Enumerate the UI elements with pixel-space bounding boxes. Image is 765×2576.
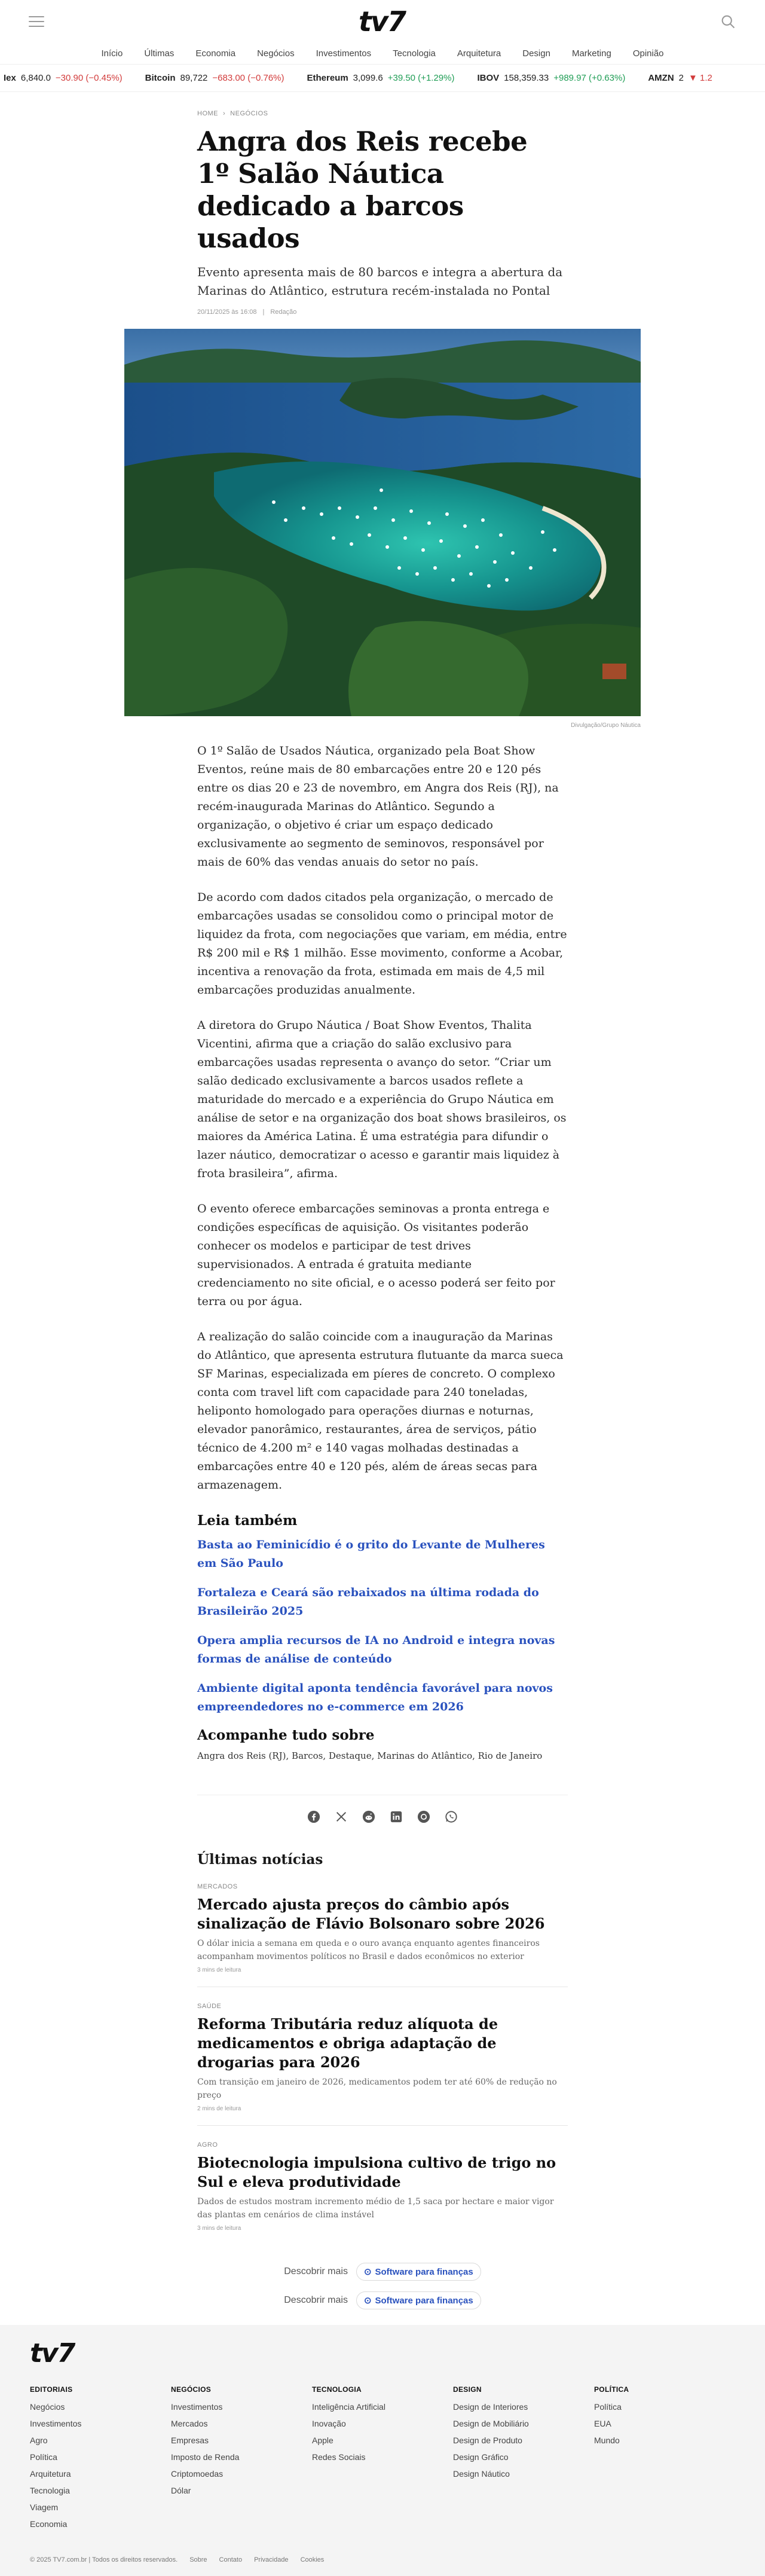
news-title[interactable]: Reforma Tributária reduz alíquota de medicamentos e obriga adaptação de drogarias para 2026 [197, 2015, 498, 2071]
footer-bottom-link[interactable]: Sobre [189, 2556, 207, 2563]
ticker-name: Bitcoin [145, 73, 176, 83]
footer-link[interactable]: Agro [30, 2436, 48, 2445]
footer-link[interactable]: Imposto de Renda [171, 2452, 240, 2462]
article-body [197, 742, 568, 1495]
ticker-change: −683.00 (−0.76%) [212, 73, 284, 83]
footer-column-politica [594, 2385, 735, 2532]
nav-item-design[interactable]: Design [522, 48, 550, 59]
footer-link[interactable]: Design de Mobiliário [453, 2419, 529, 2428]
ticker-item[interactable] [145, 73, 284, 83]
ticker-value: 3,099.6 [353, 73, 383, 83]
copyright: © 2025 TV7.com.br | Todos os direitos reservados. [30, 2556, 178, 2563]
article-date: 20/11/2025 às 16:08 [197, 308, 257, 316]
footer-link[interactable]: Dólar [171, 2486, 191, 2495]
footer-link[interactable]: Inovação [312, 2419, 346, 2428]
ticker-change: +39.50 (+1.29%) [387, 73, 455, 83]
search-small-icon: ⊙ [363, 2267, 372, 2277]
article-paragraph: De acordo com dados citados pela organização, o mercado de embarcações usadas se consolidou como o principal motor de liquidez da frota, com negociações que variam, em média, entre R$ 200 mil e R$ 1 milhão. Esse movimento, conforme a Acobar, incentiva a renovação da frota, estimada em mais de 4,5 mil embarcações produzidas anualmente. [197, 891, 567, 997]
news-card[interactable] [197, 1987, 568, 2126]
breadcrumb-home[interactable]: HOME [197, 110, 218, 117]
footer-column-negocios [171, 2385, 312, 2532]
tags-heading: Acompanhe tudo sobre [197, 1727, 375, 1743]
ticker-name: IBOV [477, 73, 500, 83]
breadcrumb [197, 110, 568, 117]
search-icon[interactable] [720, 13, 736, 30]
footer-link[interactable]: Design de Produto [453, 2436, 522, 2445]
ticker-item[interactable] [307, 73, 454, 83]
footer-columns [30, 2385, 735, 2532]
share-bar [197, 1795, 568, 1825]
discover-label: Descobrir mais [284, 2295, 348, 2305]
footer-column-tecnologia [312, 2385, 453, 2532]
article-paragraph: O evento oferece embarcações seminovas a pronta entrega e condições específicas de aquisição. Os visitantes poderão conhecer os modelos e participar de test drives supervisionados. A entrada é gratuita mediante credenciamento no site oficial, e o acesso poderá ser feito por terra ou por água. [197, 1202, 555, 1308]
top-bar [0, 0, 765, 43]
footer-link[interactable]: Design Gráfico [453, 2452, 509, 2462]
news-title[interactable]: Mercado ajusta preços do câmbio após sinalização de Flávio Bolsonaro sobre 2026 [197, 1896, 545, 1932]
footer-link[interactable]: Investimentos [30, 2419, 82, 2428]
ticker-change: ▼ 1.2 [688, 73, 712, 83]
footer-bottom [30, 2556, 735, 2563]
footer-link[interactable]: Arquitetura [30, 2469, 71, 2479]
main-nav [0, 43, 765, 65]
article-tags[interactable]: Angra dos Reis (RJ), Barcos, Destaque, Marinas do Atlântico, Rio de Janeiro [197, 1750, 543, 1761]
nav-item-ultimas[interactable]: Últimas [144, 48, 175, 59]
whatsapp-icon[interactable] [443, 1808, 460, 1825]
news-category: AGRO [197, 2141, 218, 2149]
nav-item-marketing[interactable]: Marketing [571, 48, 611, 59]
footer-link[interactable]: Viagem [30, 2502, 59, 2512]
news-card[interactable] [197, 1868, 568, 1987]
footer-link[interactable]: Tecnologia [30, 2486, 70, 2495]
ticker-value: 2 [678, 73, 684, 83]
read-time: 2 mins de leitura [197, 2106, 241, 2112]
discover-pill-label: Software para finanças [375, 2295, 473, 2306]
related-link[interactable]: Fortaleza e Ceará são rebaixados na última rodada do Brasileirão 2025 [197, 1586, 539, 1618]
nav-item-economia[interactable]: Economia [195, 48, 236, 59]
news-card[interactable] [197, 2126, 568, 2245]
threads-icon[interactable] [415, 1808, 432, 1825]
article-paragraph: A realização do salão coincide com a inauguração da Marinas do Atlântico, que apresenta estrutura flutuante da marca sueca SF Marinas, especializada em píeres de concreto. O complexo conta com travel lift com capacidade para 240 toneladas, heliponto homologado para operações diurnas e noturnas, elevador panorâmico, restaurantes, área de serviços, pátio técnico de 4.200 m² e 140 vagas molhadas destinadas a embarcações entre 40 e 120 pés, além de áreas secas para armazenagem. [197, 1330, 564, 1492]
article-meta [197, 308, 568, 316]
news-category: SAÚDE [197, 2003, 222, 2010]
discover-pill[interactable] [356, 2291, 481, 2309]
footer-column-title: TECNOLOGIA [312, 2385, 362, 2394]
footer-bottom-link[interactable]: Contato [219, 2556, 243, 2563]
footer-link[interactable]: Mercados [171, 2419, 208, 2428]
footer-link[interactable]: Design de Interiores [453, 2402, 528, 2412]
news-category: MERCADOS [197, 1883, 238, 1890]
ticker-value: 158,359.33 [504, 73, 549, 83]
ticker-name: Iex [4, 73, 16, 83]
footer-column-design [453, 2385, 594, 2532]
footer-link[interactable]: Criptomoedas [171, 2469, 224, 2479]
article-title: Angra dos Reis recebe 1º Salão Náutica dedicado a barcos usados [197, 126, 528, 254]
footer-column-title: POLÍTICA [594, 2385, 629, 2394]
footer-link[interactable]: Inteligência Artificial [312, 2402, 385, 2412]
news-title[interactable]: Biotecnologia impulsiona cultivo de trigo no Sul e eleva produtividade [197, 2154, 556, 2190]
article-paragraph: O 1º Salão de Usados Náutica, organizado pela Boat Show Eventos, reúne mais de 80 embarcações entre 20 e 120 pés entre os dias 20 e 23 de novembro, em Angra dos Reis (RJ), na recém-inaugurada Marinas do Atlântico. Segundo a organização, o objetivo é criar um espaço dedicado exclusivamente ao segmento de seminovos, responsável por mais de 60% das vendas anuais do setor no país. [197, 744, 559, 869]
related-heading: Leia também [197, 1512, 298, 1529]
breadcrumb-negocios[interactable]: NEGÓCIOS [230, 110, 268, 117]
related-links [197, 1536, 568, 1716]
footer-column-title: EDITORIAIS [30, 2385, 73, 2394]
article-paragraph: A diretora do Grupo Náutica / Boat Show Eventos, Thalita Vicentini, afirma que a criação do salão exclusivo para embarcações usadas representa o avanço do setor. “Criar um salão dedicado exclusivamente a barcos usados reflete a maturidade do mercado e a experiência do Grupo Náutica em análise de setor e na organização dos boat shows brasileiros, os maiores da América Latina. É uma estratégia para difundir o lazer náutico, democratizar o acesso e garantir mais liquidez à frota brasileira”, afirma. [197, 1019, 567, 1180]
ticker-item[interactable] [648, 73, 712, 83]
ticker-name: AMZN [648, 73, 674, 83]
article-author: Redação [270, 308, 297, 316]
discover-label: Descobrir mais [284, 2266, 348, 2276]
ticker-value: 89,722 [180, 73, 208, 83]
article-subtitle: Evento apresenta mais de 80 barcos e integra a abertura da Marinas do Atlântico, estrutura recém-instalada no Pontal [197, 265, 563, 298]
footer-link[interactable]: Apple [312, 2436, 333, 2445]
nav-item-negocios[interactable]: Negócios [257, 48, 295, 59]
article-header [197, 110, 568, 316]
footer-column-title: NEGÓCIOS [171, 2385, 212, 2394]
article-photo [124, 329, 641, 716]
news-summary: Com transição em janeiro de 2026, medicamentos podem ter até 60% de redução no preço [197, 2077, 557, 2100]
footer-link[interactable]: Mundo [594, 2436, 620, 2445]
footer-link[interactable]: EUA [594, 2419, 611, 2428]
site-footer [0, 2325, 765, 2576]
footer-bottom-link[interactable]: Cookies [300, 2556, 325, 2563]
nav-item-inicio[interactable]: Início [101, 48, 123, 59]
ticker-item[interactable] [477, 73, 625, 83]
discover-more [0, 2291, 765, 2309]
related-link[interactable]: Opera amplia recursos de IA no Android e integra novas formas de análise de conteúdo [197, 1634, 555, 1666]
footer-link[interactable]: Empresas [171, 2436, 209, 2445]
search-small-icon: ⊙ [363, 2296, 372, 2306]
read-time: 3 mins de leitura [197, 1967, 241, 1973]
ticker-item[interactable] [4, 73, 123, 83]
related-link[interactable]: Basta ao Feminicídio é o grito do Levante de Mulheres em São Paulo [197, 1538, 545, 1570]
footer-link[interactable]: Política [30, 2452, 57, 2462]
news-summary: Dados de estudos mostram incremento médio de 1,5 saca por hectare e maior vigor das plantas em cenários de clima instável [197, 2197, 554, 2220]
photo-credit: Divulgação/Grupo Náutica [571, 722, 641, 729]
meta-divider: | [262, 308, 265, 316]
breadcrumb-separator: › [223, 110, 226, 117]
discover-pill-label: Software para finanças [375, 2266, 473, 2277]
footer-bottom-link[interactable]: Privacidade [254, 2556, 289, 2563]
article-content [197, 742, 568, 2245]
ticker-value: 6,840.0 [20, 73, 51, 83]
linkedin-icon[interactable] [388, 1808, 405, 1825]
footer-link[interactable]: Negócios [30, 2402, 65, 2412]
news-summary: O dólar inicia a semana em queda e o ouro avança enquanto agentes financeiros acompanham movimentos políticos no Brasil e dados econômicos no exterior [197, 1939, 540, 1961]
facebook-icon[interactable] [305, 1808, 322, 1825]
article-figure [124, 329, 641, 729]
discover-pill[interactable] [356, 2263, 481, 2281]
ticker-change: −30.90 (−0.45%) [55, 73, 123, 83]
latest-news-heading: Últimas notícias [197, 1851, 323, 1868]
footer-link[interactable]: Economia [30, 2519, 68, 2529]
discover-more [0, 2263, 765, 2281]
footer-column-title: DESIGN [453, 2385, 482, 2394]
footer-logo[interactable]: tv7 [30, 2338, 75, 2369]
ticker-change: +989.97 (+0.63%) [553, 73, 626, 83]
ticker-name: Ethereum [307, 73, 348, 83]
footer-link[interactable]: Design Náutico [453, 2469, 510, 2479]
site-logo[interactable]: tv7 [359, 5, 405, 38]
reddit-icon[interactable] [360, 1808, 377, 1825]
latest-news-list [197, 1868, 568, 2245]
nav-item-tecnologia[interactable]: Tecnologia [393, 48, 436, 59]
nav-item-opiniao[interactable]: Opinião [632, 48, 664, 59]
related-link[interactable]: Ambiente digital aponta tendência favorável para novos empreendedores no e-commerce em 2026 [197, 1682, 553, 1713]
footer-link[interactable]: Investimentos [171, 2402, 223, 2412]
market-ticker [0, 65, 765, 92]
nav-item-investimentos[interactable]: Investimentos [316, 48, 372, 59]
x-icon[interactable] [333, 1808, 350, 1825]
menu-icon[interactable] [29, 16, 44, 27]
footer-link[interactable]: Redes Sociais [312, 2452, 366, 2462]
read-time: 3 mins de leitura [197, 2225, 241, 2232]
footer-column-editoriais [30, 2385, 171, 2532]
nav-item-arquitetura[interactable]: Arquitetura [457, 48, 501, 59]
footer-link[interactable]: Política [594, 2402, 622, 2412]
